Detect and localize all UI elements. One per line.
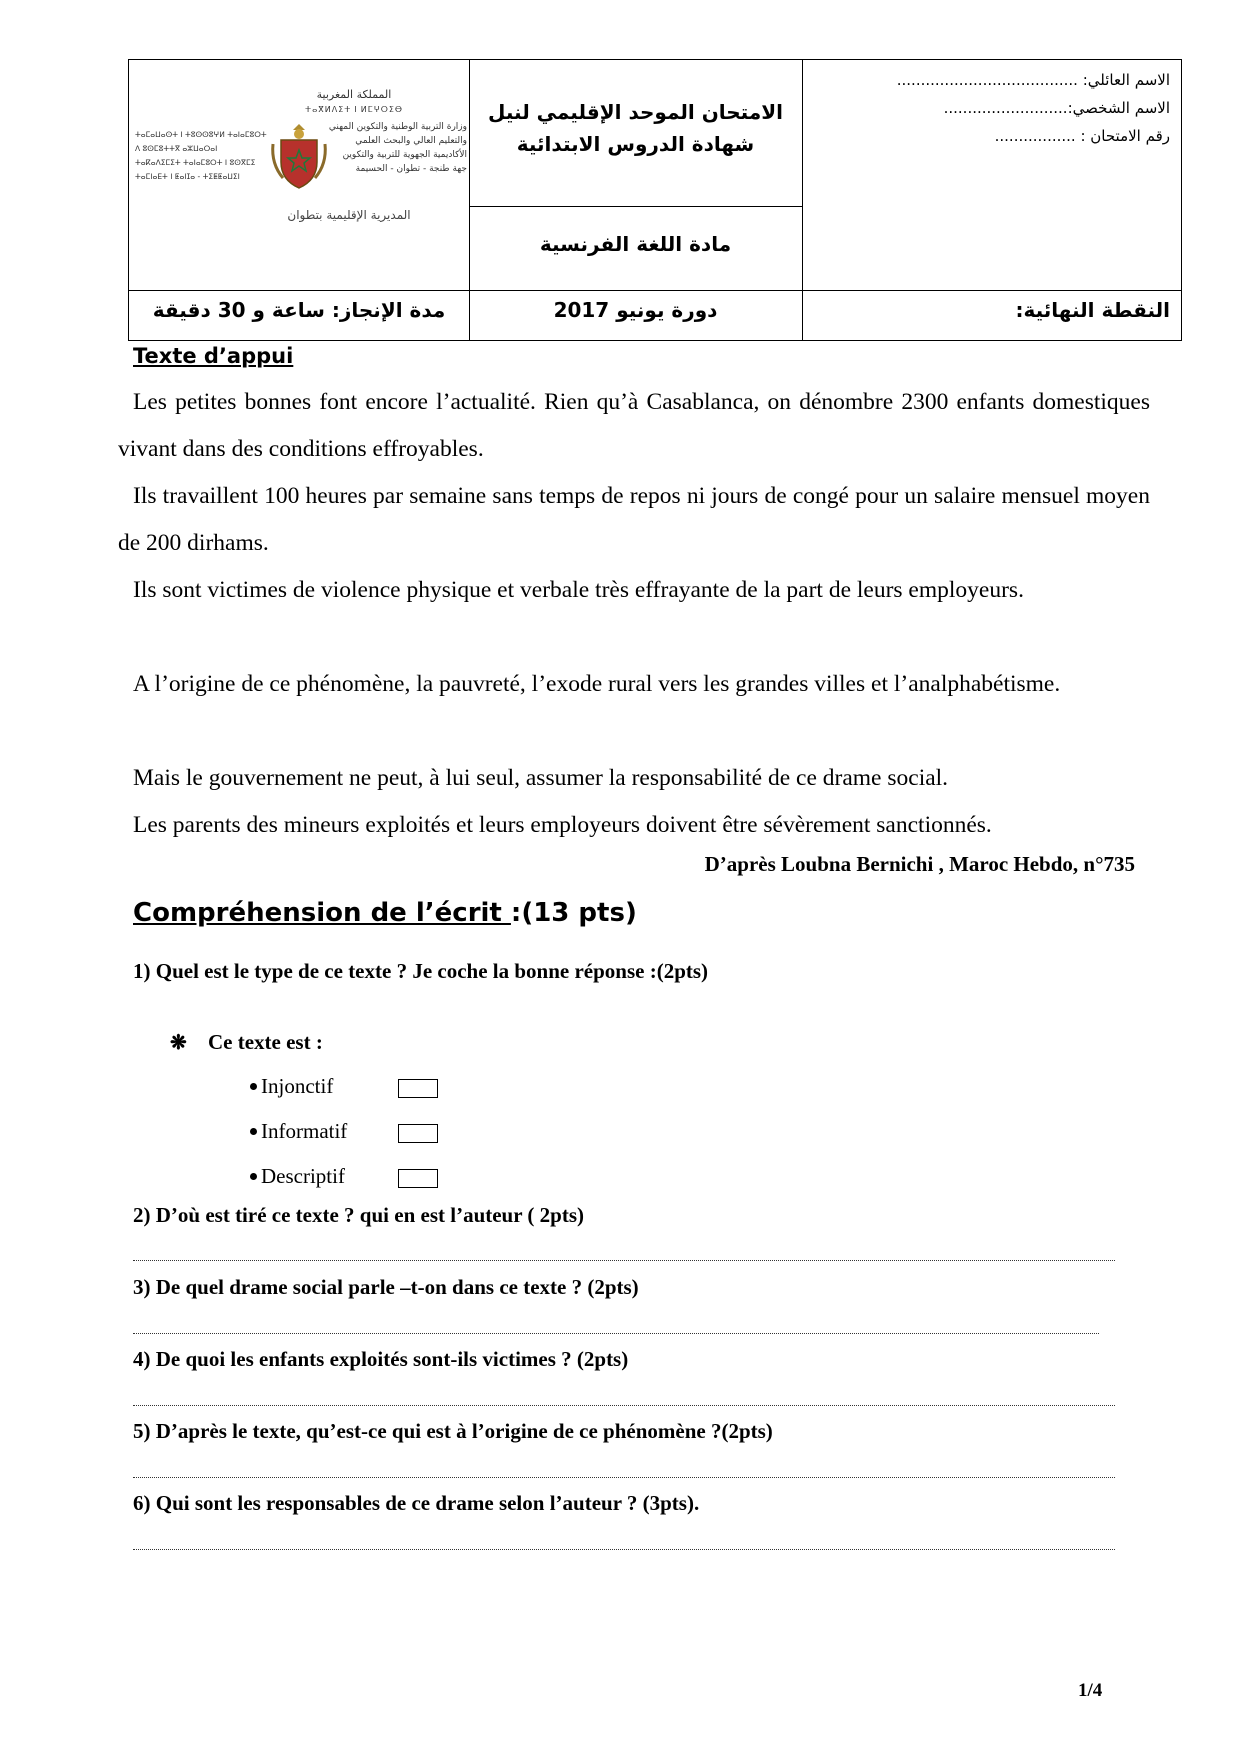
- logo-tif-line: ⵜⴰⴽⴰⴷⵉⵎⵉⵜ ⵜⴰⵏⴰⵎⵓⵔⵜ ⵏ ⵓⵙⴳⵎⵉ: [135, 158, 256, 167]
- checkbox-informatif[interactable]: [398, 1124, 438, 1143]
- option-informatif: [250, 1119, 347, 1144]
- bullet-icon: [250, 1173, 257, 1180]
- logo-tif-line: ⴷ ⵓⵙⵎⵓⵜⵜⴳ ⴰⵣⵡⴰⵔⴰⵏ: [135, 144, 218, 153]
- logo-kingdom-arabic: المملكة المغربية: [316, 88, 392, 101]
- checkbox-descriptif[interactable]: [398, 1169, 438, 1188]
- first-name-field[interactable]: الاسم الشخصي:..........................: [943, 99, 1170, 117]
- logo-ministry-tifinagh: [135, 128, 275, 184]
- text-paragraph: Ils travaillent 100 heures par semaine sans temps de repos ni jours de congé pour un salaire mensuel moyen de 200 dirhams.: [118, 483, 1150, 556]
- page-number: 1/4: [1078, 1680, 1103, 1701]
- question-6: 6) Qui sont les responsables de ce drame selon l’auteur ? (3pts).: [133, 1491, 700, 1515]
- comprehension-heading-title: Compréhension de l’écrit: [133, 898, 511, 928]
- asterisk-bullet-icon: ❋: [170, 1032, 187, 1054]
- logo-ar-line: جهة طنجة - تطوان - الحسيمة: [355, 164, 467, 174]
- comprehension-heading: [133, 898, 637, 928]
- exam-header-table: [128, 59, 1182, 341]
- exam-number-field[interactable]: رقم الامتحان : .................: [994, 127, 1170, 145]
- option-label: Descriptif: [261, 1164, 345, 1188]
- answer-line[interactable]: [133, 1477, 1115, 1478]
- question-3: 3) De quel drame social parle –t-on dans ce texte ? (2pts): [133, 1275, 639, 1299]
- logo-ar-line: وزارة التربية الوطنية والتكوين المهني: [328, 122, 467, 132]
- ministry-logo-block: [129, 60, 469, 290]
- option-label: Injonctif: [261, 1074, 334, 1098]
- comprehension-heading-points: :(13 pts): [510, 898, 637, 928]
- text-paragraph: Ils sont victimes de violence physique et verbale très effrayante de la part de leurs employeurs.: [133, 577, 1024, 603]
- logo-ar-line: الأكاديمية الجهوية للتربية والتكوين: [342, 150, 467, 160]
- logo-ministry-arabic: [319, 120, 467, 176]
- logo-ar-line: والتعليم العالي والبحث العلمي: [355, 136, 467, 146]
- logo-directorate-arabic: المديرية الإقليمية بتطوان: [287, 208, 411, 222]
- text-source: D’après Loubna Bernichi , Maroc Hebdo, n°735: [704, 852, 1135, 876]
- exam-title-line: شهادة الدروس الابتدائية: [516, 132, 755, 156]
- text-paragraph: Les parents des mineurs exploités et leurs employeurs doivent être sévèrement sanctionnés.: [133, 812, 992, 838]
- bullet-icon: [250, 1083, 257, 1090]
- text-paragraph: Mais le gouvernement ne peut, à lui seul, assumer la responsabilité de ce drame social.: [133, 765, 949, 791]
- bullet-icon: [250, 1128, 257, 1135]
- option-descriptif: [250, 1164, 345, 1189]
- question-1: 1) Quel est le type de ce texte ? Je coche la bonne réponse :(2pts): [133, 959, 709, 983]
- checkbox-injonctif[interactable]: [398, 1079, 438, 1098]
- question-2: 2) D’où est tiré ce texte ? qui en est l’auteur ( 2pts): [133, 1203, 585, 1227]
- exam-session: دورة يونيو 2017: [553, 298, 718, 322]
- logo-kingdom-tifinagh: ⵜⴰⴳⵍⴷⵉⵜ ⵏ ⵍⵎⵖⵔⵉⴱ: [304, 105, 403, 114]
- question-4: 4) De quoi les enfants exploités sont-ils victimes ? (2pts): [133, 1347, 629, 1371]
- answer-line[interactable]: [133, 1333, 1099, 1334]
- exam-duration: مدة الإنجاز: ساعة و 30 دقيقة: [152, 298, 446, 322]
- text-paragraph: A l’origine de ce phénomène, la pauvreté, l’exode rural vers les grandes villes et l’analphabétisme.: [133, 671, 1061, 697]
- options-intro: Ce texte est :: [208, 1030, 323, 1054]
- question-5: 5) D’après le texte, qu’est-ce qui est à l’origine de ce phénomène ?(2pts): [133, 1419, 773, 1443]
- final-score-field[interactable]: النقطة النهائية:: [1015, 298, 1170, 322]
- logo-tif-line: ⵜⴰⵎⴰⵡⴰⵙⵜ ⵏ ⵜⵓⵙⵙⵓⵖⵍ ⵜⴰⵏⴰⵎⵓⵔⵜ: [135, 130, 267, 139]
- exam-title-line: الامتحان الموحد الإقليمي لنيل: [488, 100, 783, 124]
- logo-tif-line: ⵜⴰⵎⵏⴰⴹⵜ ⵏ ⵟⴰⵏⵊⴰ - ⵜⵉⵟⵟⴰⵡⵉⵏ: [135, 172, 240, 181]
- option-label: Informatif: [261, 1119, 348, 1143]
- text-paragraph: Les petites bonnes font encore l’actualité. Rien qu’à Casablanca, on dénombre 2300 enfants domestiques vivant dans des conditions effroyables.: [118, 389, 1150, 462]
- exam-subject: مادة اللغة الفرنسية: [539, 232, 732, 256]
- answer-line[interactable]: [133, 1549, 1115, 1550]
- family-name-field[interactable]: الاسم العائلي: ......................................: [896, 71, 1170, 89]
- answer-line[interactable]: [133, 1260, 1115, 1261]
- option-injonctif: [250, 1074, 333, 1099]
- answer-line[interactable]: [133, 1405, 1115, 1406]
- candidate-info: [802, 60, 1182, 290]
- support-text-heading: Texte d’appui: [133, 344, 294, 368]
- exam-title: [469, 60, 802, 206]
